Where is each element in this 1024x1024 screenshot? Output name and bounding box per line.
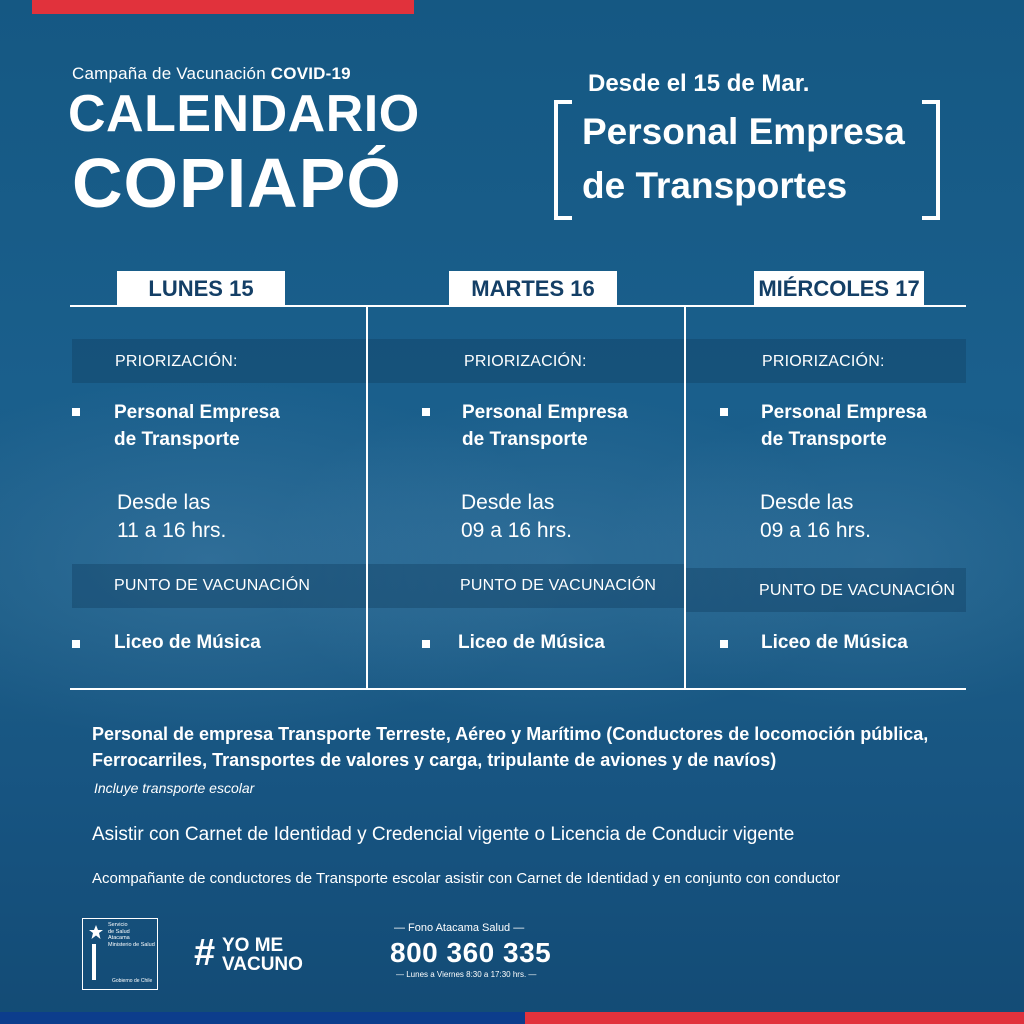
coat-of-arms-icon	[88, 924, 104, 940]
left-bracket	[554, 100, 572, 220]
hashtag-line1: YO ME	[222, 935, 284, 956]
logo-line: Servicio	[108, 922, 128, 928]
title-calendario: CALENDARIO	[68, 85, 420, 143]
vaccination-point-label: PUNTO DE VACUNACIÓN	[460, 577, 657, 594]
logo-government: Gobierno de Chile	[112, 978, 153, 984]
bottom-red-bar	[525, 1012, 1024, 1024]
phone-hours: — Lunes a Viernes 8:30 a 17:30 hrs. —	[396, 970, 537, 979]
eligible-description: Personal de empresa Transporte Terreste, Aéreo y Marítimo (Conductores de locomoción pública, Ferrocarriles, Transportes de valores y carga, tripulante de aviones y de navíos)	[92, 724, 929, 770]
companion-note: Acompañante de conductores de Transporte escolar asistir con Carnet de Identidad y en conjunto con conductor	[92, 870, 840, 887]
priority-group-line2: de Transporte	[462, 429, 588, 450]
time-line1: Desde las	[461, 491, 555, 514]
time-line1: Desde las	[760, 491, 854, 514]
bullet-icon	[422, 408, 430, 416]
bottom-blue-bar	[0, 1012, 525, 1024]
priority-group-line2: de Transporte	[761, 429, 887, 450]
bullet-icon	[422, 640, 430, 648]
bullet-icon	[720, 408, 728, 416]
title-city: COPIAPÓ	[72, 144, 402, 222]
bullet-icon	[720, 640, 728, 648]
logo-line: de Salud	[108, 928, 130, 935]
tab-martes: MARTES 16	[449, 271, 617, 306]
time-line1: Desde las	[117, 491, 211, 514]
priority-group-line1: Personal Empresa	[462, 402, 628, 423]
hashtag-symbol: #	[194, 932, 216, 974]
logo-text	[108, 922, 155, 948]
campaign-highlight: COVID-19	[270, 64, 351, 83]
priority-group-line1: Personal Empresa	[761, 402, 927, 423]
time-range: 11 a 16 hrs.	[117, 519, 227, 542]
vaccination-place: Liceo de Música	[458, 632, 605, 653]
table-bottom-line	[70, 688, 966, 690]
tab-miercoles: MIÉRCOLES 17	[754, 271, 924, 306]
time-range: 09 a 16 hrs.	[760, 519, 871, 542]
bullet-icon	[72, 640, 80, 648]
top-red-bar	[32, 0, 414, 14]
includes-note: Incluye transporte escolar	[94, 780, 255, 796]
bullet-icon	[72, 408, 80, 416]
priority-group-line2: de Transporte	[114, 429, 240, 450]
priority-label: PRIORIZACIÓN:	[464, 353, 587, 370]
start-date: Desde el 15 de Mar.	[588, 70, 810, 97]
requirement-note: Asistir con Carnet de Identidad y Credencial vigente o Licencia de Conducir vigente	[92, 824, 795, 845]
priority-label: PRIORIZACIÓN:	[762, 353, 885, 370]
priority-group-line1: Personal Empresa	[114, 402, 280, 423]
campaign-prefix: Campaña de Vacunación	[72, 64, 266, 83]
logo-stripe	[92, 944, 96, 980]
vaccination-point-label: PUNTO DE VACUNACIÓN	[759, 582, 956, 599]
hashtag-text	[222, 936, 303, 974]
target-group-line2: de Transportes	[582, 165, 848, 206]
logo-line: Atacama	[108, 935, 130, 941]
phone-number: 800 360 335	[390, 937, 552, 968]
tab-lunes: LUNES 15	[117, 271, 285, 306]
campaign-subtitle	[72, 64, 351, 84]
vaccination-point-label: PUNTO DE VACUNACIÓN	[114, 577, 311, 594]
vaccination-place: Liceo de Música	[761, 632, 908, 653]
vaccination-place: Liceo de Música	[114, 632, 261, 653]
priority-label: PRIORIZACIÓN:	[115, 353, 238, 370]
right-bracket	[922, 100, 940, 220]
logo-line: Ministerio de Salud	[108, 941, 155, 948]
phone-label: — Fono Atacama Salud —	[394, 922, 525, 934]
time-range: 09 a 16 hrs.	[461, 519, 572, 542]
target-group-line1: Personal Empresa	[582, 111, 905, 152]
hashtag-line2: VACUNO	[222, 954, 303, 975]
